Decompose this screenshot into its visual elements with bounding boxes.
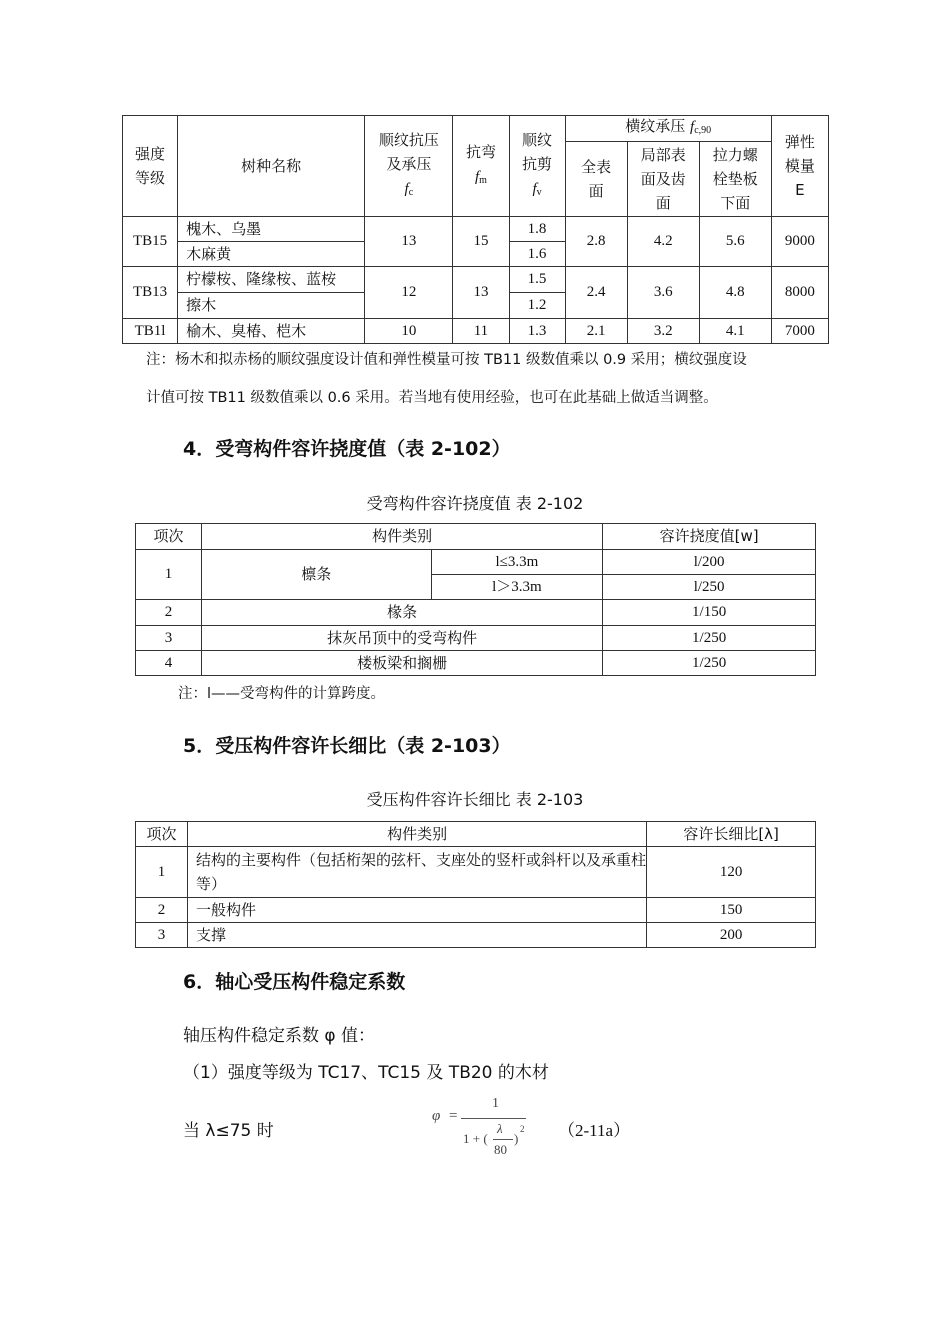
formula-inner-bar [493, 1139, 513, 1140]
table1-note-line1: 注：杨木和拟赤杨的顺纹强度设计值和弹性模量可按 TB11 级数值乘以 0.9 采用；横纹强度设 [146, 352, 747, 368]
table3-caption: 受压构件容许长细比 表 2-103 [366, 790, 584, 809]
category-cell: 檩条 [201, 550, 431, 600]
table2-note: 注：l——受弯构件的计算跨度。 [178, 686, 386, 702]
formula-phi: φ [432, 1108, 441, 1124]
formula-denominator: 80 [494, 1142, 507, 1157]
item-cell: 2 [136, 898, 188, 923]
header-species: 树种名称 [178, 116, 365, 217]
header-cross-grain: 横纹承压 $f_{c,90}$ [565, 116, 771, 142]
table1-note-line2: 计值可按 TB11 级数值乘以 0.6 采用。若当地有使用经验，也可在此基础上做适当调整。 [146, 390, 718, 406]
limit-cell: 1/250 [603, 626, 816, 651]
strength-table [122, 115, 829, 344]
category-cell: 抹灰吊顶中的受弯构件 [201, 626, 602, 651]
category-cell: 结构的主要构件（包括桁架的弦杆、支座处的竖杆或斜杆以及承重柱等） [187, 847, 646, 898]
formula-equals: = [449, 1108, 458, 1124]
species-cell: 木麻黄 [178, 242, 365, 267]
modulus-cell: 8000 [771, 267, 828, 319]
limit-cell: 1/150 [603, 600, 816, 626]
fv-cell: 1.5 [509, 267, 565, 293]
partial-cell: 4.2 [627, 217, 699, 267]
fm-cell: 13 [453, 267, 509, 319]
deflection-table [135, 523, 816, 676]
limit-cell: 150 [647, 898, 816, 923]
category-cell: 一般构件 [187, 898, 646, 923]
limit-cell: l/250 [603, 575, 816, 600]
fm-cell: 15 [453, 217, 509, 267]
header-limit: 容许长细比[λ] [647, 822, 816, 847]
slenderness-table [135, 821, 816, 948]
header-whole-surface: 全表面 [565, 142, 627, 217]
item-cell: 2 [136, 600, 202, 626]
span-condition-cell: l＞3.3m [431, 575, 603, 600]
limit-cell: 120 [647, 847, 816, 898]
partial-cell: 3.2 [627, 319, 699, 344]
category-cell: 支撑 [187, 923, 646, 948]
section5-heading: 5．受压构件容许长细比（表 2-103） [183, 735, 511, 757]
header-category: 构件类别 [201, 524, 602, 550]
header-fm: 抗弯 $f_m$ [453, 116, 509, 217]
header-bolt-plate: 拉力螺栓垫板下面 [699, 142, 771, 217]
fv-cell: 1.3 [509, 319, 565, 344]
category-cell: 椽条 [201, 600, 602, 626]
grade-cell: TB15 [123, 217, 178, 267]
whole-cell: 2.1 [565, 319, 627, 344]
header-item: 项次 [136, 822, 188, 847]
limit-cell: 200 [647, 923, 816, 948]
item-cell: 3 [136, 626, 202, 651]
fc-cell: 12 [365, 267, 453, 319]
wood-grade-line: （1）强度等级为 TC17、TC15 及 TB20 的木材 [183, 1063, 549, 1083]
item-cell: 1 [136, 550, 202, 600]
header-grade: 强度等级 [123, 116, 178, 217]
category-cell: 楼板梁和搁栅 [201, 651, 602, 676]
header-category: 构件类别 [187, 822, 646, 847]
species-cell: 槐木、乌墨 [178, 217, 365, 242]
item-cell: 4 [136, 651, 202, 676]
header-fv: 顺纹抗剪 $f_v$ [509, 116, 565, 217]
table2-caption: 受弯构件容许挠度值 表 2-102 [366, 494, 584, 513]
partial-cell: 3.6 [627, 267, 699, 319]
header-partial-surface: 局部表面及齿面 [627, 142, 699, 217]
limit-cell: 1/250 [603, 651, 816, 676]
stability-formula [432, 1094, 542, 1164]
header-modulus: 弹性模量E [771, 116, 828, 217]
species-cell: 擦木 [178, 293, 365, 319]
fc-cell: 10 [365, 319, 453, 344]
equation-number: （2-11a） [558, 1121, 631, 1140]
item-cell: 3 [136, 923, 188, 948]
fv-cell: 1.6 [509, 242, 565, 267]
fm-cell: 11 [453, 319, 509, 344]
modulus-cell: 9000 [771, 217, 828, 267]
formula-fraction-bar [461, 1118, 526, 1119]
fv-cell: 1.2 [509, 293, 565, 319]
species-cell: 柠檬桉、隆缘桉、蓝桉 [178, 267, 365, 293]
span-condition-cell: l≤3.3m [431, 550, 603, 575]
fc-cell: 13 [365, 217, 453, 267]
limit-cell: l/200 [603, 550, 816, 575]
bolt-cell: 4.8 [699, 267, 771, 319]
section4-heading: 4．受弯构件容许挠度值（表 2-102） [183, 438, 511, 460]
grade-cell: TB13 [123, 267, 178, 319]
formula-lambda: λ [497, 1121, 503, 1136]
header-limit: 容许挠度值[w] [603, 524, 816, 550]
item-cell: 1 [136, 847, 188, 898]
bolt-cell: 4.1 [699, 319, 771, 344]
formula-numerator: 1 [492, 1096, 499, 1111]
formula-exponent: 2 [520, 1124, 525, 1134]
header-fc: 顺纹抗压及承压 $f_c$ [365, 116, 453, 217]
section6-heading: 6．轴心受压构件稳定系数 [183, 971, 406, 993]
formula-one-plus: 1 + ( [463, 1131, 488, 1146]
whole-cell: 2.4 [565, 267, 627, 319]
phi-intro: 轴压构件稳定系数 φ 值： [183, 1026, 376, 1046]
species-cell: 榆木、臭椿、桤木 [178, 319, 365, 344]
header-item: 项次 [136, 524, 202, 550]
lambda-condition: 当 λ≤75 时 [183, 1121, 274, 1141]
whole-cell: 2.8 [565, 217, 627, 267]
bolt-cell: 5.6 [699, 217, 771, 267]
fv-cell: 1.8 [509, 217, 565, 242]
grade-cell: TB1l [123, 319, 178, 344]
formula-close-paren: ) [514, 1131, 519, 1146]
modulus-cell: 7000 [771, 319, 828, 344]
